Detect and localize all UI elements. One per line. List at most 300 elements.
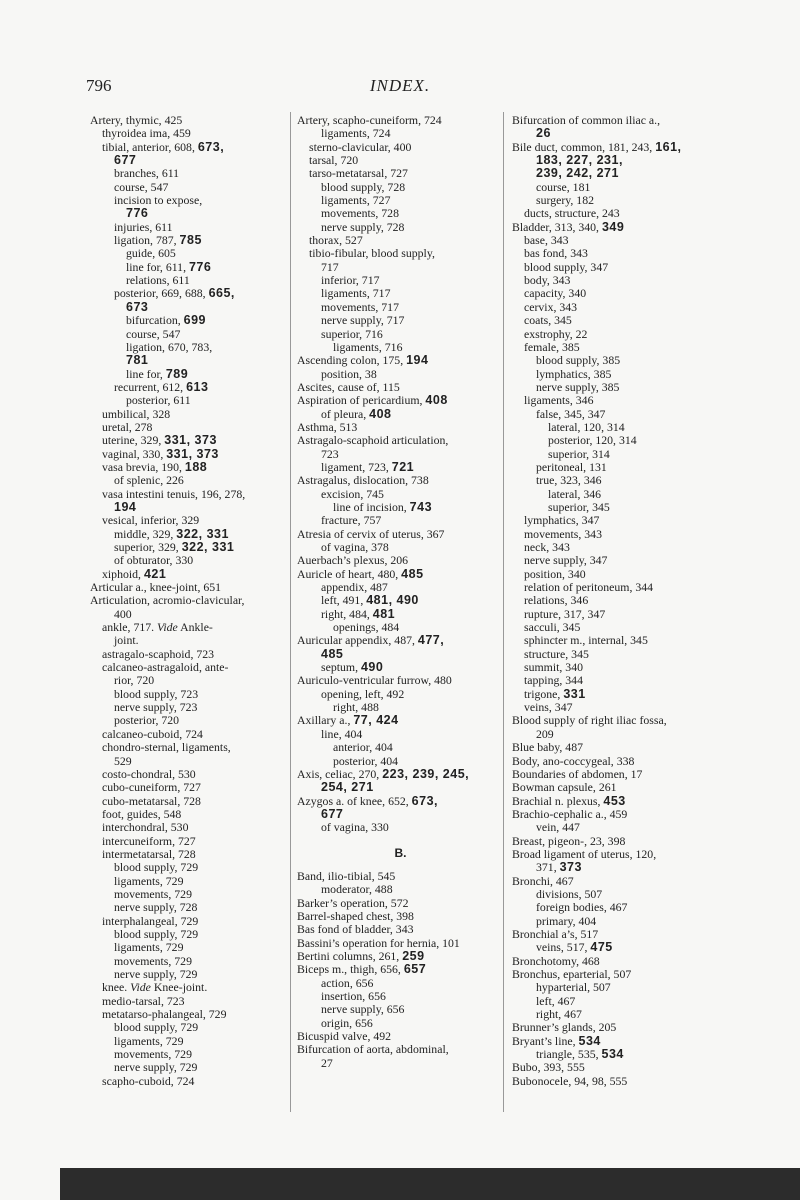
index-entry	[512, 1061, 717, 1074]
entry-text: anterior, 404	[333, 740, 393, 755]
entry-text: nerve supply, 656	[321, 1002, 405, 1017]
index-subentry	[297, 581, 504, 594]
entry-text: Barker’s operation, 572	[297, 895, 409, 910]
bold-page-ref: 331, 373	[164, 433, 217, 448]
entry-text: costo-chondral, 530	[102, 766, 196, 781]
index-subentry	[297, 274, 504, 287]
index-column-2	[297, 114, 504, 1070]
entry-text: uretal, 278	[102, 419, 153, 434]
entry-text: surgery, 182	[536, 193, 594, 208]
index-subentry	[90, 968, 290, 981]
index-subentry	[512, 941, 717, 954]
entry-text: posterior, 669, 688,	[114, 286, 209, 301]
entry-text: intermetatarsal, 728	[102, 846, 196, 861]
index-subentry	[512, 514, 717, 527]
bold-page-ref: 331, 373	[166, 446, 219, 461]
entry-text: triangle, 535,	[536, 1047, 602, 1062]
entry-text: ligaments, 724	[321, 126, 391, 141]
index-subentry	[90, 394, 290, 407]
entry-text: peritoneal, 131	[536, 459, 607, 474]
entry-text: posterior, 404	[333, 753, 399, 768]
index-subentry	[90, 234, 290, 247]
entry-text: knee.	[102, 980, 131, 995]
index-subentry	[90, 368, 290, 381]
entry-text: inferior, 717	[321, 273, 380, 288]
entry-text: blood supply, 729	[114, 860, 199, 875]
index-subentry	[90, 888, 290, 901]
entry-text: incision to expose,	[114, 193, 203, 208]
entry-text: thyroidea ima, 459	[102, 126, 191, 141]
index-subentry	[512, 127, 717, 140]
bold-page-ref: 481, 490	[366, 593, 419, 608]
index-subentry	[90, 354, 290, 367]
index-entry	[512, 781, 717, 794]
index-subentry	[90, 674, 290, 687]
entry-text: Bertini columns, 261,	[297, 948, 403, 963]
entry-text: rupture, 317, 347	[524, 606, 606, 621]
entry-text: recurrent, 612,	[114, 379, 187, 394]
index-subentry	[90, 848, 290, 861]
index-entry	[297, 795, 504, 808]
entry-text: Bassini’s operation for hernia, 101	[297, 935, 460, 950]
entry-text: 371,	[536, 860, 560, 875]
entry-text: line for,	[126, 366, 166, 381]
entry-text: origin, 656	[321, 1015, 373, 1030]
bold-page-ref: 781	[126, 353, 149, 368]
entry-text: lymphatics, 347	[524, 513, 600, 528]
bold-page-ref: 322, 331	[181, 540, 235, 554]
index-subentry	[90, 261, 290, 274]
bold-page-ref: 373	[559, 860, 582, 875]
index-subentry	[297, 688, 504, 701]
index-subentry	[90, 835, 290, 848]
entry-text: 723	[321, 446, 339, 461]
entry-text: Broad ligament of uterus, 120,	[512, 846, 657, 861]
entry-text: tarso-metatarsal, 727	[309, 166, 408, 181]
index-subentry	[297, 314, 504, 327]
entry-text: astragalo-scaphoid, 723	[102, 646, 215, 661]
entry-text: Bronchotomy, 468	[512, 953, 600, 968]
index-subentry	[90, 648, 290, 661]
index-subentry	[512, 568, 717, 581]
entry-text: cubo-metatarsal, 728	[102, 793, 201, 808]
entry-text: sphincter m., internal, 345	[524, 633, 648, 648]
entry-text: true, 323, 346	[536, 473, 602, 488]
index-subentry	[297, 594, 504, 607]
bold-page-ref: 421	[143, 566, 167, 581]
index-entry	[297, 474, 504, 487]
entry-text: medio-tarsal, 723	[102, 993, 185, 1008]
entry-text: blood supply, 385	[536, 353, 621, 368]
index-subentry	[512, 301, 717, 314]
entry-text: ligaments, 346	[524, 393, 594, 408]
entry-text: 209	[536, 726, 554, 741]
bold-page-ref: 785	[179, 233, 202, 248]
section-heading: B.	[394, 845, 407, 860]
index-subentry	[297, 781, 504, 794]
index-subentry	[90, 448, 290, 461]
bold-page-ref: 613	[186, 379, 209, 394]
entry-text: base, 343	[524, 233, 569, 248]
bold-page-ref: 194	[406, 353, 429, 368]
bold-page-ref: 677	[114, 153, 137, 168]
entry-text: ligation, 787,	[114, 233, 180, 248]
index-subentry	[90, 408, 290, 421]
entry-text: movements, 729	[114, 953, 192, 968]
index-subentry	[297, 287, 504, 300]
entry-text: left, 467	[536, 993, 576, 1008]
index-subentry	[90, 795, 290, 808]
entry-text: tibio-fibular, blood supply,	[309, 246, 435, 261]
entry-text: Blue baby, 487	[512, 740, 583, 755]
entry-text: umbilical, 328	[102, 406, 171, 421]
entry-text: posterior, 611	[126, 393, 191, 408]
entry-text: line for, 611,	[126, 259, 189, 274]
entry-text: superior, 716	[321, 326, 383, 341]
bold-page-ref: 331	[563, 686, 586, 701]
index-subentry	[512, 701, 717, 714]
index-subentry	[297, 181, 504, 194]
entry-text: position, 340	[524, 566, 586, 581]
index-subentry	[512, 981, 717, 994]
index-subentry	[90, 621, 290, 634]
entry-text: primary, 404	[536, 913, 597, 928]
entry-text: veins, 347	[524, 700, 573, 715]
entry-text: Breast, pigeon-, 23, 398	[512, 833, 626, 848]
entry-text: nerve supply, 385	[536, 379, 620, 394]
index-subentry	[512, 648, 717, 661]
entry-text: Azygos a. of knee, 652,	[297, 793, 412, 808]
index-subentry	[512, 861, 717, 874]
index-subentry	[90, 474, 290, 487]
index-subentry	[512, 154, 717, 167]
index-entry	[512, 741, 717, 754]
index-subentry	[90, 488, 290, 501]
entry-text: trigone,	[524, 686, 564, 701]
entry-text: blood supply, 347	[524, 259, 609, 274]
entry-text: Bas fond of bladder, 343	[297, 922, 414, 937]
entry-text: Biceps m., thigh, 656,	[297, 962, 404, 977]
entry-text: Auerbach’s plexus, 206	[297, 553, 409, 568]
index-subentry	[90, 568, 290, 581]
entry-text: line of incision,	[333, 499, 410, 514]
index-subentry	[512, 314, 717, 327]
index-entry	[297, 870, 504, 883]
index-entry	[512, 768, 717, 781]
index-subentry	[512, 328, 717, 341]
index-subentry	[297, 127, 504, 140]
index-subentry	[297, 247, 504, 260]
index-subentry	[297, 141, 504, 154]
index-subentry	[512, 621, 717, 634]
index-entry	[512, 835, 717, 848]
index-subentry	[512, 194, 717, 207]
entry-text: Bifurcation of common iliac a.,	[512, 113, 661, 127]
index-subentry	[297, 741, 504, 754]
index-subentry	[297, 207, 504, 220]
entry-text: cervix, 343	[524, 299, 578, 314]
entry-text: middle, 329,	[114, 526, 177, 541]
entry-text: Axillary a.,	[297, 713, 354, 728]
index-entry	[90, 114, 290, 127]
bold-page-ref: 721	[391, 459, 415, 474]
entry-text: Ascites, cause of, 115	[297, 379, 400, 394]
entry-text: Ankle-	[177, 620, 213, 635]
entry-text: Aspiration of pericardium,	[297, 393, 426, 408]
entry-text: summit, 340	[524, 660, 583, 675]
bold-page-ref: 743	[409, 499, 433, 514]
entry-text: Bryant’s line,	[512, 1033, 579, 1048]
index-entry	[297, 528, 504, 541]
index-subentry	[297, 341, 504, 354]
index-subentry	[297, 167, 504, 180]
index-entry	[297, 394, 504, 407]
entry-text: structure, 345	[524, 646, 589, 661]
index-subentry	[512, 901, 717, 914]
index-subentry	[512, 554, 717, 567]
index-subentry	[297, 461, 504, 474]
index-subentry	[90, 421, 290, 434]
entry-text: movements, 717	[321, 299, 399, 314]
entry-text: Ascending colon, 175,	[297, 353, 407, 368]
bold-page-ref: 673,	[197, 139, 225, 154]
index-subentry	[90, 541, 290, 554]
bold-page-ref: 475	[590, 940, 613, 955]
entry-text: bas fond, 343	[524, 246, 588, 261]
index-subentry	[90, 207, 290, 220]
entry-text: Knee-joint.	[150, 980, 208, 995]
index-subentry	[90, 861, 290, 874]
entry-text: joint.	[114, 633, 139, 648]
entry-text: lateral, 346	[548, 486, 602, 501]
index-entry	[512, 968, 717, 981]
index-entry	[297, 634, 504, 647]
index-subentry	[297, 488, 504, 501]
index-subentry	[512, 688, 717, 701]
index-entry	[512, 808, 717, 821]
entry-text: foreign bodies, 467	[536, 900, 628, 915]
bold-page-ref: 259	[402, 948, 425, 963]
index-subentry	[297, 701, 504, 714]
index-entry	[297, 421, 504, 434]
scan-edge-bar	[60, 1168, 800, 1200]
index-subentry	[90, 247, 290, 260]
index-subentry	[297, 1003, 504, 1016]
index-subentry	[90, 221, 290, 234]
index-entry	[297, 568, 504, 581]
index-subentry	[297, 448, 504, 461]
bold-page-ref: 776	[188, 259, 212, 274]
index-subentry	[512, 448, 717, 461]
bold-page-ref: 485	[401, 566, 424, 581]
entry-text: nerve supply, 728	[114, 900, 198, 915]
index-subentry	[90, 981, 290, 994]
index-entry	[512, 1021, 717, 1034]
bold-page-ref: 161,	[655, 139, 682, 154]
entry-text: interchondral, 530	[102, 820, 189, 835]
index-subentry	[297, 990, 504, 1003]
entry-text: sacculi, 345	[524, 620, 581, 635]
entry-text: relations, 611	[126, 273, 190, 288]
entry-text: left, 491,	[321, 593, 367, 608]
entry-text: veins, 517,	[536, 940, 591, 955]
index-subentry	[90, 714, 290, 727]
entry-text: chondro-sternal, ligaments,	[102, 740, 231, 755]
index-subentry	[512, 1008, 717, 1021]
index-subentry	[90, 301, 290, 314]
index-subentry	[297, 368, 504, 381]
entry-text: capacity, 340	[524, 286, 587, 301]
entry-text: nerve supply, 728	[321, 219, 405, 234]
entry-text: blood supply, 729	[114, 1020, 199, 1035]
bold-page-ref: 657	[403, 962, 427, 977]
index-subentry	[297, 514, 504, 527]
entry-text: tarsal, 720	[309, 153, 359, 168]
index-subentry	[297, 408, 504, 421]
italic-text: Vide	[130, 980, 151, 995]
bold-page-ref: 665,	[208, 286, 235, 301]
bold-page-ref: 188	[184, 459, 208, 474]
index-entry	[512, 848, 717, 861]
index-subentry	[297, 234, 504, 247]
index-entry	[512, 1035, 717, 1048]
entry-text: Asthma, 513	[297, 419, 358, 434]
index-entry	[512, 875, 717, 888]
index-subentry	[90, 755, 290, 768]
entry-text: Blood supply of right iliac fossa,	[512, 713, 667, 728]
entry-text: hyparterial, 507	[536, 980, 611, 995]
index-subentry	[90, 661, 290, 674]
index-subentry	[90, 1061, 290, 1074]
index-subentry	[297, 883, 504, 896]
index-subentry	[297, 728, 504, 741]
index-subentry	[90, 688, 290, 701]
index-subentry	[90, 1008, 290, 1021]
index-entry	[297, 768, 504, 781]
index-subentry	[512, 541, 717, 554]
bold-page-ref: 254, 271	[321, 780, 374, 795]
entry-text: appendix, 487	[321, 580, 388, 595]
entry-text: ankle, 717.	[102, 620, 158, 635]
entry-text: right, 488	[333, 700, 379, 715]
index-subentry	[90, 341, 290, 354]
entry-text: vasa brevia, 190,	[102, 459, 185, 474]
entry-text: 717	[321, 259, 339, 274]
entry-text: vasa intestini tenuis, 196, 278,	[102, 486, 246, 501]
entry-text: course, 547	[114, 179, 169, 194]
bold-page-ref: 408	[425, 393, 448, 408]
entry-text: excision, 745	[321, 486, 384, 501]
bold-page-ref: 477,	[417, 633, 445, 648]
index-subentry	[90, 287, 290, 300]
index-subentry	[512, 354, 717, 367]
index-subentry	[297, 1057, 504, 1070]
index-subentry	[297, 661, 504, 674]
entry-text: coats, 345	[524, 313, 572, 328]
index-subentry	[90, 1075, 290, 1088]
index-subentry	[90, 728, 290, 741]
index-entry	[297, 381, 504, 394]
entry-text: Bubo, 393, 555	[512, 1060, 585, 1075]
index-subentry	[90, 528, 290, 541]
entry-text: Bifurcation of aorta, abdominal,	[297, 1042, 449, 1057]
index-subentry	[90, 875, 290, 888]
entry-text: injuries, 611	[114, 219, 173, 234]
bold-page-ref: 183, 227, 231,	[536, 153, 623, 168]
entry-text: Astragalus, dislocation, 738	[297, 473, 429, 488]
bold-page-ref: 673	[126, 299, 149, 314]
index-column-3	[512, 114, 717, 1088]
index-subentry	[90, 554, 290, 567]
bold-page-ref: 26	[536, 126, 551, 141]
index-subentry	[90, 501, 290, 514]
index-subentry	[90, 461, 290, 474]
entry-text: metatarso-phalangeal, 729	[102, 1007, 227, 1022]
entry-text: ligaments, 729	[114, 873, 184, 888]
entry-text: intercuneiform, 727	[102, 833, 196, 848]
entry-text: superior, 329,	[114, 540, 182, 554]
entry-text: Brachio-cephalic a., 459	[512, 806, 628, 821]
entry-text: blood supply, 723	[114, 686, 199, 701]
index-subentry	[90, 701, 290, 714]
entry-text: of splenic, 226	[114, 473, 184, 488]
entry-text: Atresia of cervix of uterus, 367	[297, 526, 445, 541]
index-subentry	[297, 221, 504, 234]
entry-text: insertion, 656	[321, 989, 386, 1003]
entry-text: lateral, 120, 314	[548, 419, 625, 434]
entry-text: divisions, 507	[536, 886, 603, 901]
entry-text: vesical, inferior, 329	[102, 513, 200, 528]
entry-text: movements, 729	[114, 1047, 192, 1062]
index-subentry	[90, 995, 290, 1008]
index-column-1	[90, 114, 290, 1088]
index-subentry	[297, 154, 504, 167]
entry-text: Auriculo-ventricular furrow, 480	[297, 673, 452, 688]
bold-page-ref: 485	[321, 646, 344, 661]
index-subentry	[512, 995, 717, 1008]
index-subentry	[90, 941, 290, 954]
index-subentry	[297, 648, 504, 661]
index-entry	[512, 928, 717, 941]
index-subentry	[90, 274, 290, 287]
index-subentry	[512, 368, 717, 381]
entry-text: movements, 729	[114, 886, 192, 901]
entry-text: Bronchial a’s, 517	[512, 926, 599, 941]
index-subentry	[90, 608, 290, 621]
bold-page-ref: 673,	[411, 793, 439, 808]
entry-text: of pleura,	[321, 406, 370, 421]
entry-text: xiphoid,	[102, 566, 144, 581]
entry-text: 27	[321, 1055, 333, 1070]
entry-text: calcaneo-astragaloid, ante-	[102, 660, 229, 675]
index-subentry	[512, 661, 717, 674]
index-entry	[512, 795, 717, 808]
entry-text: Barrel-shaped chest, 398	[297, 908, 414, 923]
index-subentry	[512, 167, 717, 180]
entry-text: Boundaries of abdomen, 17	[512, 766, 643, 781]
entry-text: Axis, celiac, 270,	[297, 766, 383, 781]
bold-page-ref: 223, 239, 245,	[382, 766, 470, 781]
index-subentry	[297, 194, 504, 207]
entry-text: course, 181	[536, 179, 591, 194]
entry-text: of vagina, 330	[321, 820, 389, 835]
bold-page-ref: 453	[603, 793, 626, 808]
index-entry	[297, 714, 504, 727]
entry-text: nerve supply, 717	[321, 313, 405, 328]
entry-text: relation of peritoneum, 344	[524, 580, 654, 595]
entry-text: Astragalo-scaphoid articulation,	[297, 433, 449, 448]
entry-text: calcaneo-cuboid, 724	[102, 726, 203, 741]
